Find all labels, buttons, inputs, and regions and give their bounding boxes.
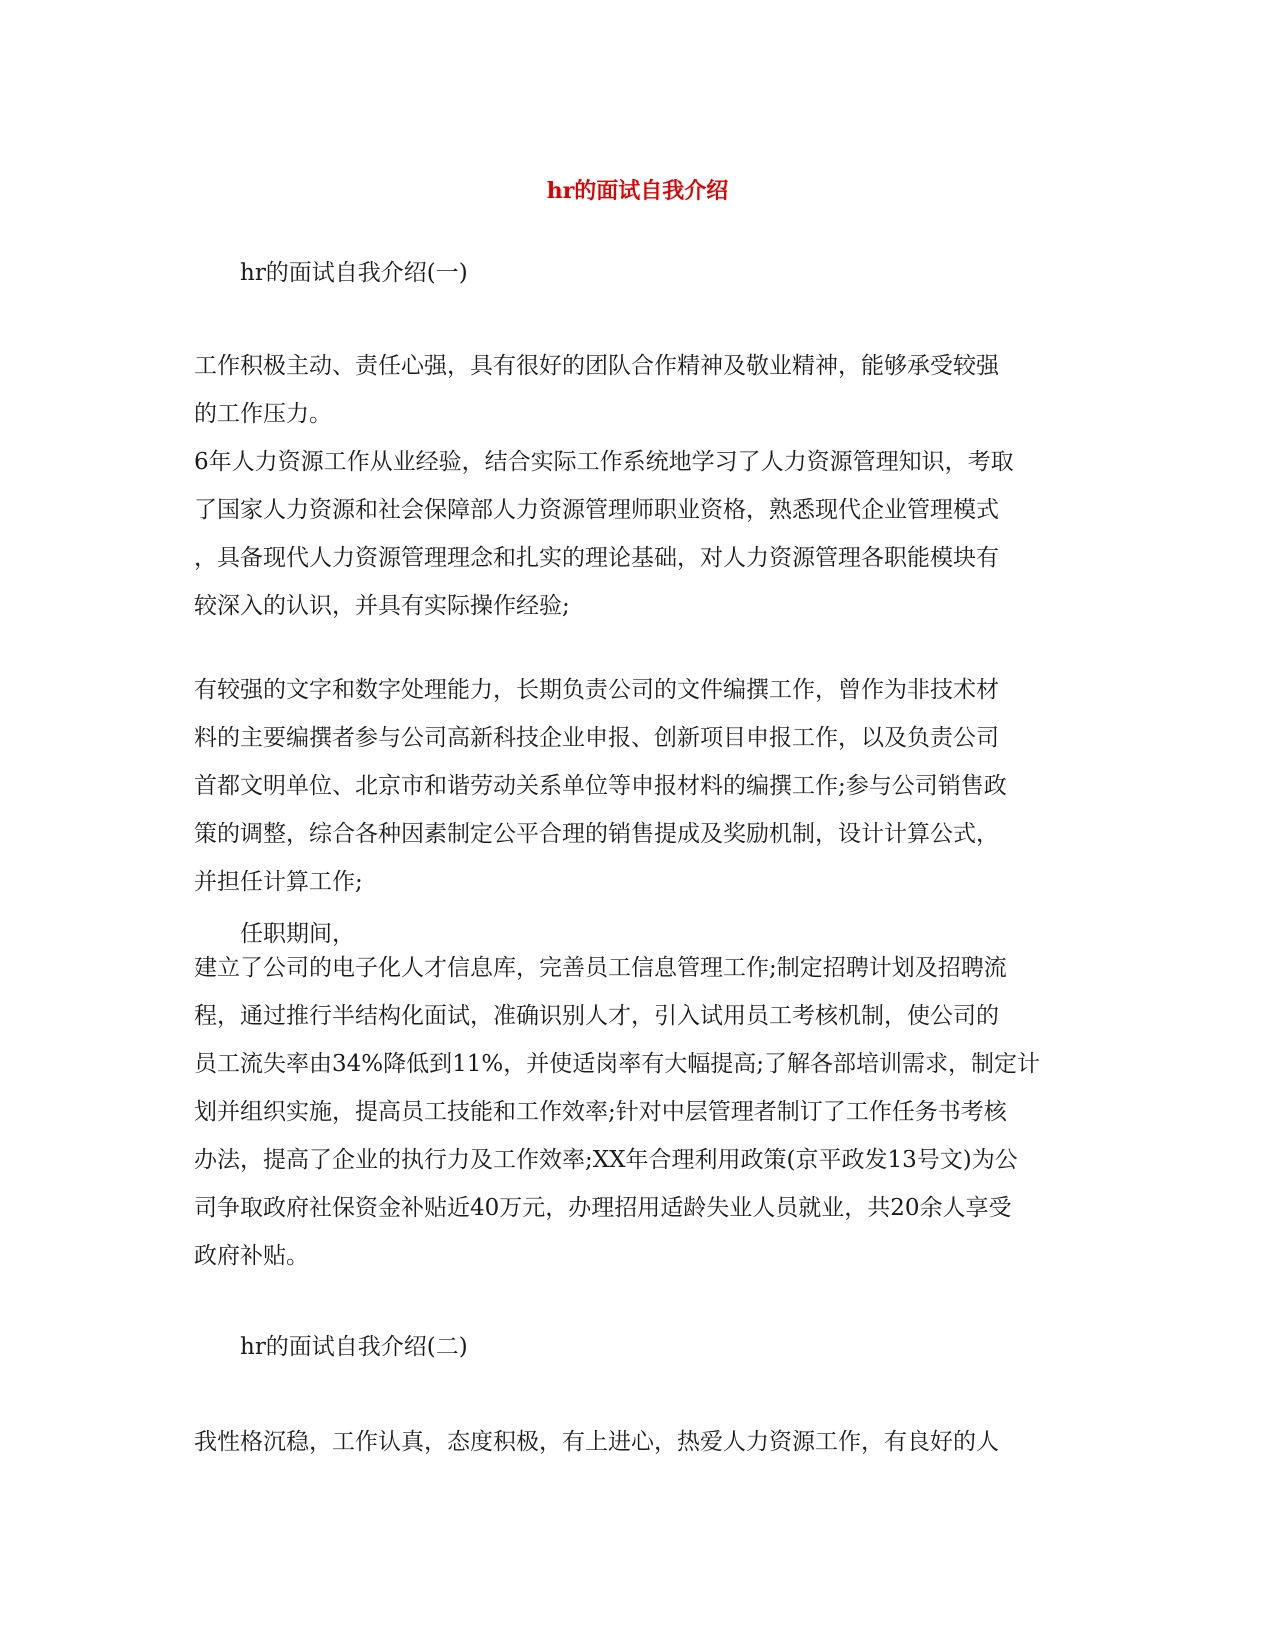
paragraph-4 (194, 1418, 1094, 1466)
paragraph-line: 员工流失率由34%降低到11%，并使适岗率有大幅提高;了解各部培训需求，制定计 (194, 1051, 1040, 1077)
paragraph-line: 并担任计算工作; (194, 869, 363, 895)
paragraph-line: 政府补贴。 (194, 1243, 309, 1269)
paragraph-1 (194, 342, 1094, 630)
paragraph-line: 划并组织实施，提高员工技能和工作效率;针对中层管理者制订了工作任务书考核 (194, 1099, 1007, 1125)
paragraph-line: 策的调整，综合各种因素制定公平合理的销售提成及奖励机制，设计计算公式， (194, 821, 999, 847)
paragraph-line: 料的主要编撰者参与公司高新科技企业申报、创新项目申报工作，以及负责公司 (194, 725, 999, 751)
paragraph-line: 有较强的文字和数字处理能力，长期负责公司的文件编撰工作，曾作为非技术材 (194, 677, 999, 703)
paragraph-2 (194, 666, 1094, 906)
paragraph-line: 办法，提高了企业的执行力及工作效率;XX年合理利用政策(京平政发13号文)为公 (194, 1147, 1018, 1173)
paragraph-line: ，具备现代人力资源管理理念和扎实的理论基础，对人力资源管理各职能模块有 (194, 545, 999, 571)
paragraph-line: 建立了公司的电子化人才信息库，完善员工信息管理工作;制定招聘计划及招聘流 (194, 955, 1007, 981)
paragraph-3 (194, 944, 1094, 1280)
paragraph-line: 较深入的认识，并具有实际操作经验; (194, 593, 570, 619)
paragraph-line: 程，通过推行半结构化面试，准确识别人才，引入试用员工考核机制，使公司的 (194, 1003, 999, 1029)
paragraph-line: 的工作压力。 (194, 401, 332, 427)
paragraph-line: 我性格沉稳，工作认真，态度积极，有上进心，热爱人力资源工作，有良好的人 (194, 1429, 999, 1455)
paragraph-line: 了国家人力资源和社会保障部人力资源管理师职业资格，熟悉现代企业管理模式 (194, 497, 999, 523)
indent-line: 任职期间， (240, 921, 355, 947)
section-heading-2: hr的面试自我介绍(二) (240, 1334, 468, 1360)
document-title: hr的面试自我介绍 (546, 178, 729, 204)
paragraph-line: 工作积极主动、责任心强，具有很好的团队合作精神及敬业精神，能够承受较强 (194, 353, 999, 379)
paragraph-line: 首都文明单位、北京市和谐劳动关系单位等申报材料的编撰工作;参与公司销售政 (194, 773, 1007, 799)
paragraph-line: 6年人力资源工作从业经验，结合实际工作系统地学习了人力资源管理知识，考取 (194, 449, 1014, 475)
paragraph-line: 司争取政府社保资金补贴近40万元，办理招用适龄失业人员就业，共20余人享受 (194, 1195, 1012, 1221)
section-heading-1: hr的面试自我介绍(一) (240, 260, 468, 286)
